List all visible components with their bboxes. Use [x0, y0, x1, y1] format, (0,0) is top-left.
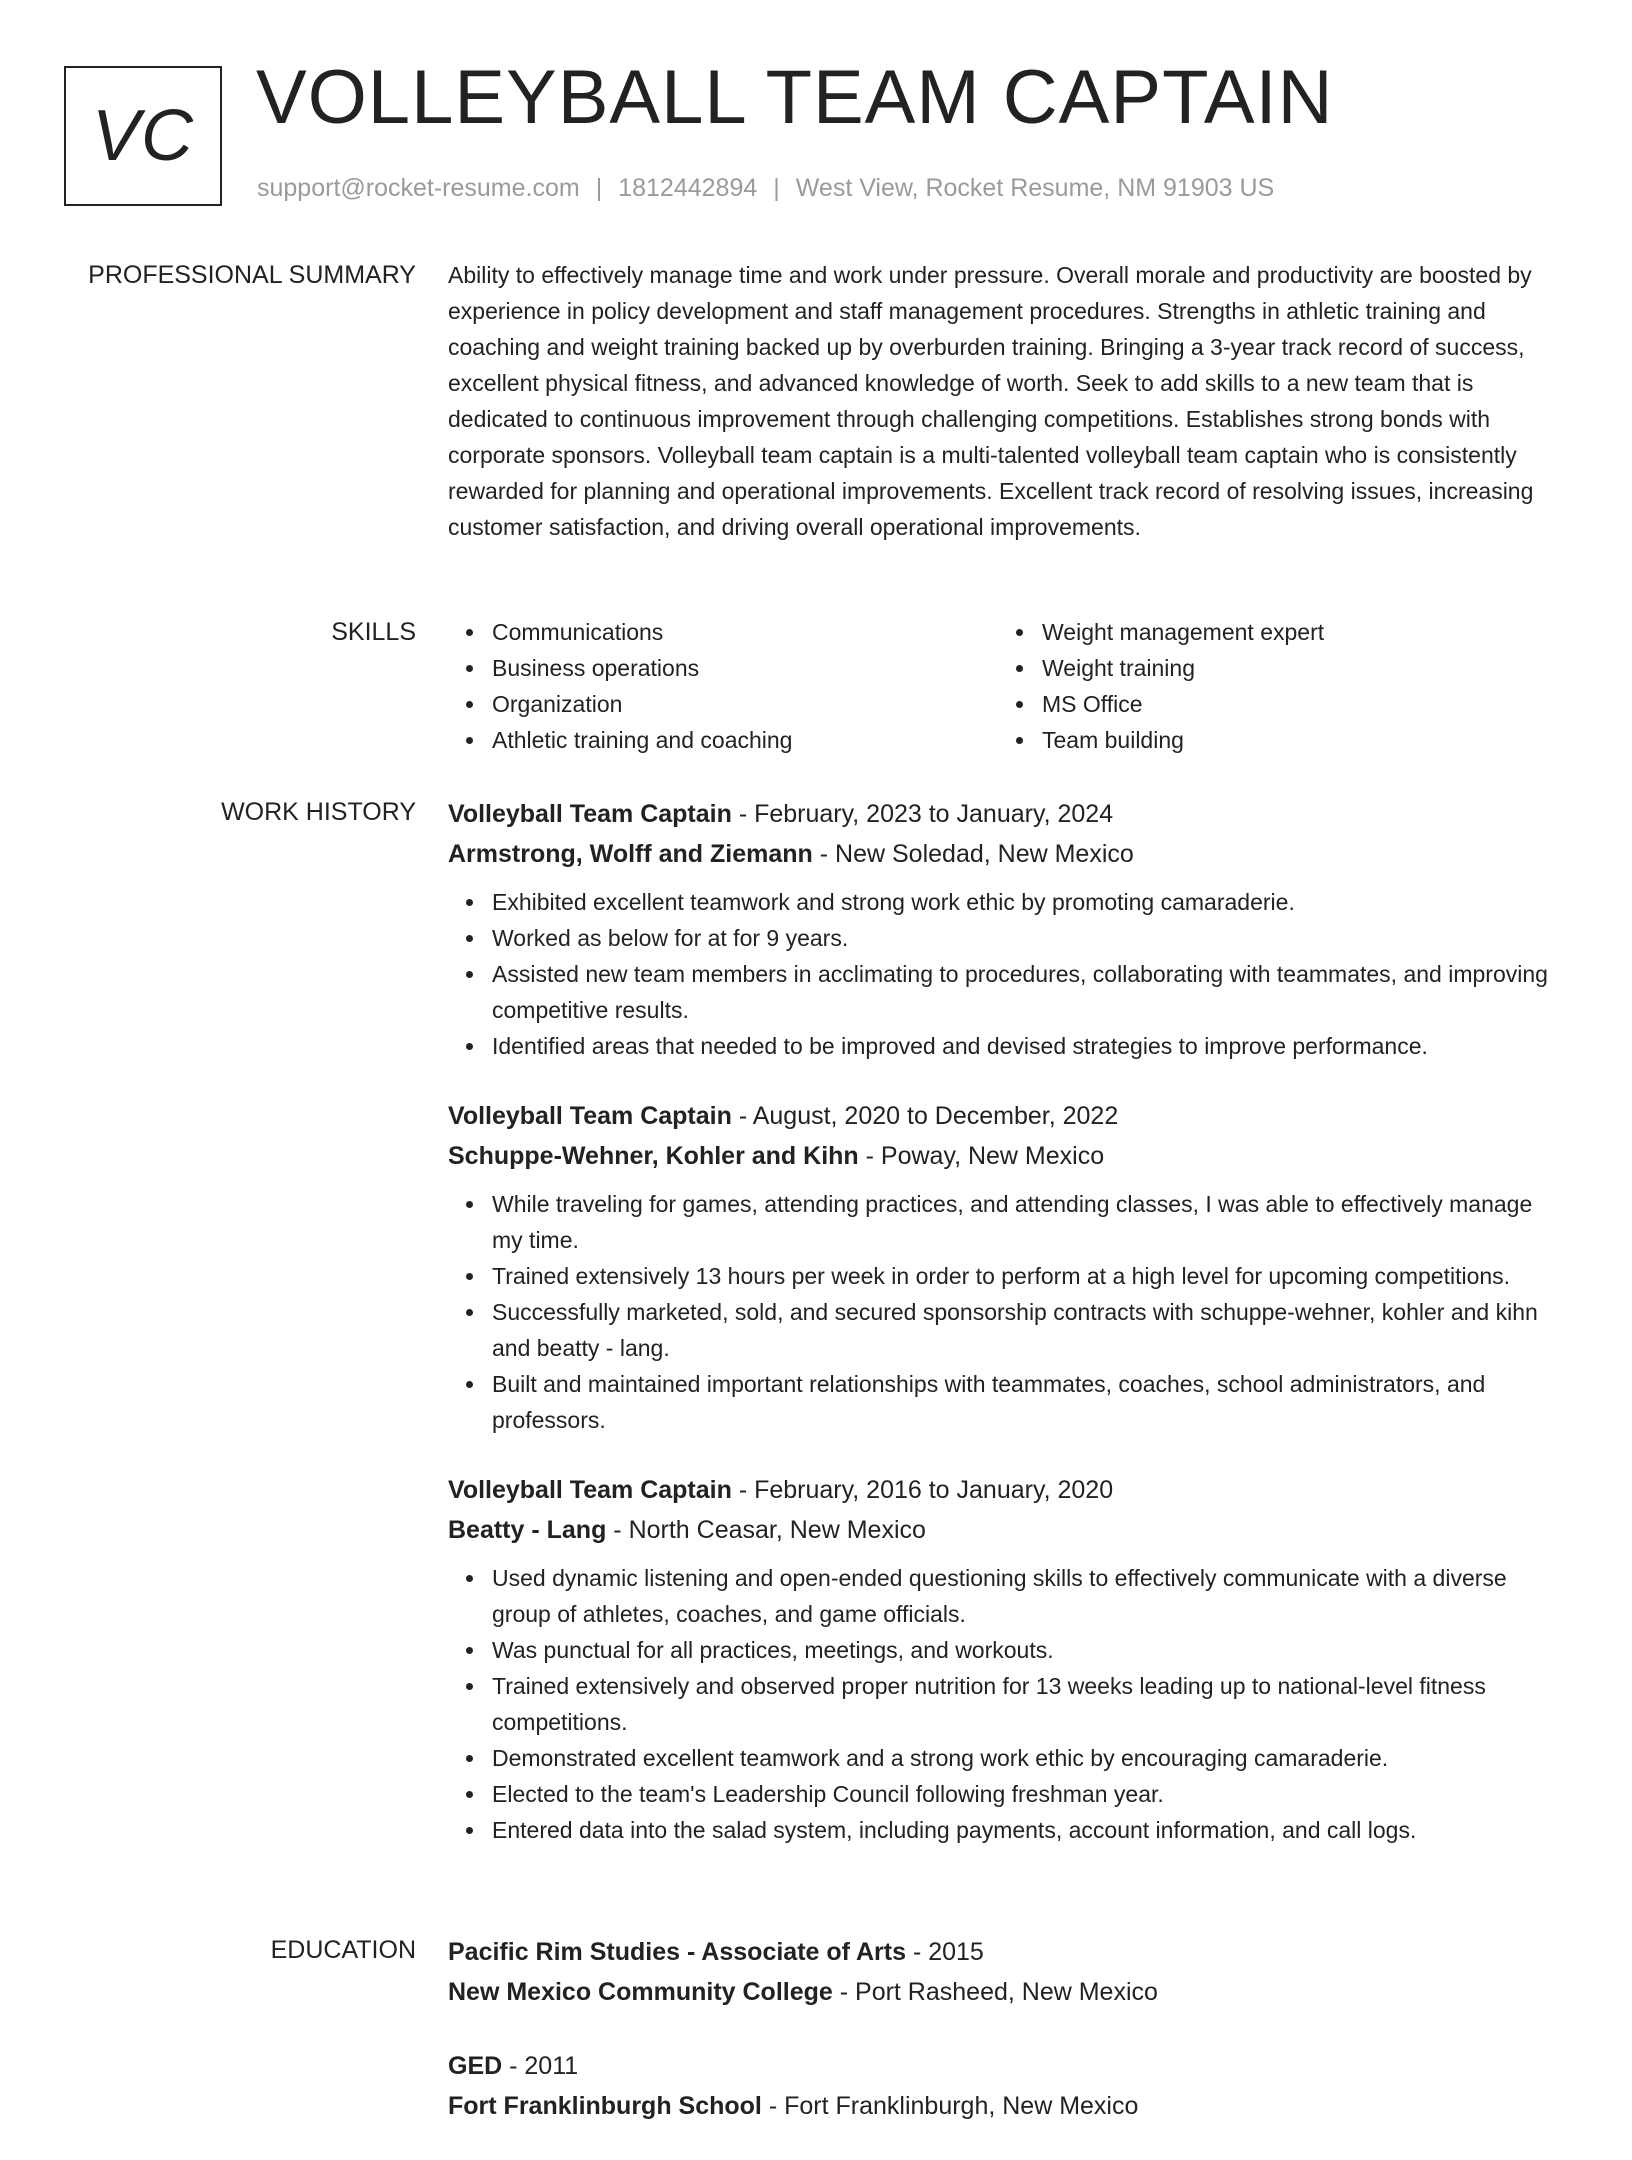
- education-degree: GED: [448, 2052, 503, 2080]
- job-bullet: Used dynamic listening and open-ended questioning skills to effectively communicate with a diverse group of athletes, coaches, and game officials.: [492, 1560, 1568, 1632]
- skill-item: Business operations: [492, 650, 998, 686]
- job-bullet: Elected to the team's Leadership Council following freshman year.: [492, 1776, 1568, 1812]
- job-bullets: [448, 884, 1568, 1064]
- education-location: - Port Rasheed, New Mexico: [832, 1978, 1158, 2006]
- skills-list-left: [448, 614, 998, 758]
- monogram-box: [64, 66, 222, 206]
- education-degree: Pacific Rim Studies - Associate of Arts: [448, 1938, 906, 1966]
- skill-item: Athletic training and coaching: [492, 722, 998, 758]
- contact-line: [257, 174, 1274, 203]
- job-company: Beatty - Lang: [448, 1516, 607, 1544]
- contact-address: West View, Rocket Resume, NM 91903 US: [795, 174, 1275, 202]
- skills-list-right: [998, 614, 1548, 758]
- skill-item: Weight training: [1042, 650, 1548, 686]
- education-degree-line: [448, 1932, 1568, 1972]
- job-bullet: Demonstrated excellent teamwork and a strong work ethic by encouraging camaraderie.: [492, 1740, 1568, 1776]
- education-school-line: [448, 1972, 1568, 2012]
- job-title-line: [448, 1470, 1568, 1510]
- job-dates: - February, 2023 to January, 2024: [731, 800, 1114, 828]
- job-bullet: While traveling for games, attending practices, and attending classes, I was able to effectively manage my time.: [492, 1186, 1568, 1258]
- job-company: Armstrong, Wolff and Ziemann: [448, 840, 813, 868]
- section-label-summary: PROFESSIONAL SUMMARY: [88, 261, 416, 289]
- education-school: Fort Franklinburgh School: [448, 2092, 762, 2120]
- job-dates: - February, 2016 to January, 2020: [731, 1476, 1114, 1504]
- job-bullet: Identified areas that needed to be improved and devised strategies to improve performance.: [492, 1028, 1568, 1064]
- job-title-line: [448, 794, 1568, 834]
- job-title-line: [448, 1096, 1568, 1136]
- job-bullet: Was punctual for all practices, meetings, and workouts.: [492, 1632, 1568, 1668]
- monogram-initials: VC: [91, 96, 195, 176]
- job-company: Schuppe-Wehner, Kohler and Kihn: [448, 1142, 859, 1170]
- job-location: - New Soledad, New Mexico: [812, 840, 1134, 868]
- job-bullet: Successfully marketed, sold, and secured sponsorship contracts with schuppe-wehner, kohler and kihn and beatty - lang.: [492, 1294, 1568, 1366]
- job-title: Volleyball Team Captain: [448, 1102, 732, 1130]
- education-degree-line: [448, 2046, 1568, 2086]
- contact-separator: |: [595, 174, 603, 202]
- job-bullet: Assisted new team members in acclimating to procedures, collaborating with teammates, and improving competitive results.: [492, 956, 1568, 1028]
- job-dates: - August, 2020 to December, 2022: [731, 1102, 1119, 1130]
- contact-email[interactable]: support@rocket-resume.com: [257, 174, 580, 202]
- summary-body: [448, 257, 1568, 545]
- job-location: - North Ceasar, New Mexico: [606, 1516, 926, 1544]
- job-bullet: Entered data into the salad system, including payments, account information, and call logs.: [492, 1812, 1568, 1848]
- education-location: - Fort Franklinburgh, New Mexico: [761, 2092, 1139, 2120]
- education-entry: [448, 1932, 1568, 2012]
- job-location: - Poway, New Mexico: [858, 1142, 1105, 1170]
- contact-phone[interactable]: 1812442894: [618, 174, 758, 202]
- section-label-skills: SKILLS: [331, 618, 416, 646]
- skill-item: Communications: [492, 614, 998, 650]
- job-company-line: [448, 834, 1568, 874]
- job-title: Volleyball Team Captain: [448, 800, 732, 828]
- job-bullet: Trained extensively and observed proper nutrition for 13 weeks leading up to national-level fitness competitions.: [492, 1668, 1568, 1740]
- skill-item: Weight management expert: [1042, 614, 1548, 650]
- section-label-education: EDUCATION: [270, 1936, 416, 1964]
- education-body: [448, 1932, 1568, 2160]
- section-label-work-history: WORK HISTORY: [221, 798, 416, 826]
- education-school-line: [448, 2086, 1568, 2126]
- job-bullet: Built and maintained important relationships with teammates, coaches, school administrators, and professors.: [492, 1366, 1568, 1438]
- work-history-body: [448, 794, 1568, 1880]
- skill-item: Team building: [1042, 722, 1548, 758]
- education-year: - 2011: [502, 2052, 579, 2080]
- contact-separator: |: [773, 174, 780, 202]
- job-entry: [448, 1096, 1568, 1438]
- job-entry: [448, 1470, 1568, 1848]
- job-company-line: [448, 1136, 1568, 1176]
- education-school: New Mexico Community College: [448, 1978, 833, 2006]
- job-company-line: [448, 1510, 1568, 1550]
- summary-text: Ability to effectively manage time and work under pressure. Overall morale and productivity are boosted by experience in policy development and staff management procedures. Strengths in athletic training and coaching and weight training backed up by overburden training. Bringing a 3-year track record of success, excellent physical fitness, and advanced knowledge of worth. Seek to add skills to a new team that is dedicated to continuous improvement through challenging competitions. Establishes strong bonds with corporate sponsors. Volleyball team captain is a multi-talented volleyball team captain who is consistently rewarded for planning and operational improvements. Excellent track record of resolving issues, increasing customer satisfaction, and driving overall operational improvements.: [448, 262, 1534, 540]
- job-title: Volleyball Team Captain: [448, 1476, 732, 1504]
- job-bullet: Exhibited excellent teamwork and strong work ethic by promoting camaraderie.: [492, 884, 1568, 920]
- job-bullets: [448, 1186, 1568, 1438]
- resume-title: VOLLEYBALL TEAM CAPTAIN: [256, 55, 1334, 140]
- education-year: - 2015: [906, 1938, 984, 1966]
- job-bullets: [448, 1560, 1568, 1848]
- education-entry: [448, 2046, 1568, 2126]
- skill-item: MS Office: [1042, 686, 1548, 722]
- job-entry: [448, 794, 1568, 1064]
- job-bullet: Trained extensively 13 hours per week in order to perform at a high level for upcoming competitions.: [492, 1258, 1568, 1294]
- skills-body: [448, 614, 1568, 758]
- skill-item: Organization: [492, 686, 998, 722]
- job-bullet: Worked as below for at for 9 years.: [492, 920, 1568, 956]
